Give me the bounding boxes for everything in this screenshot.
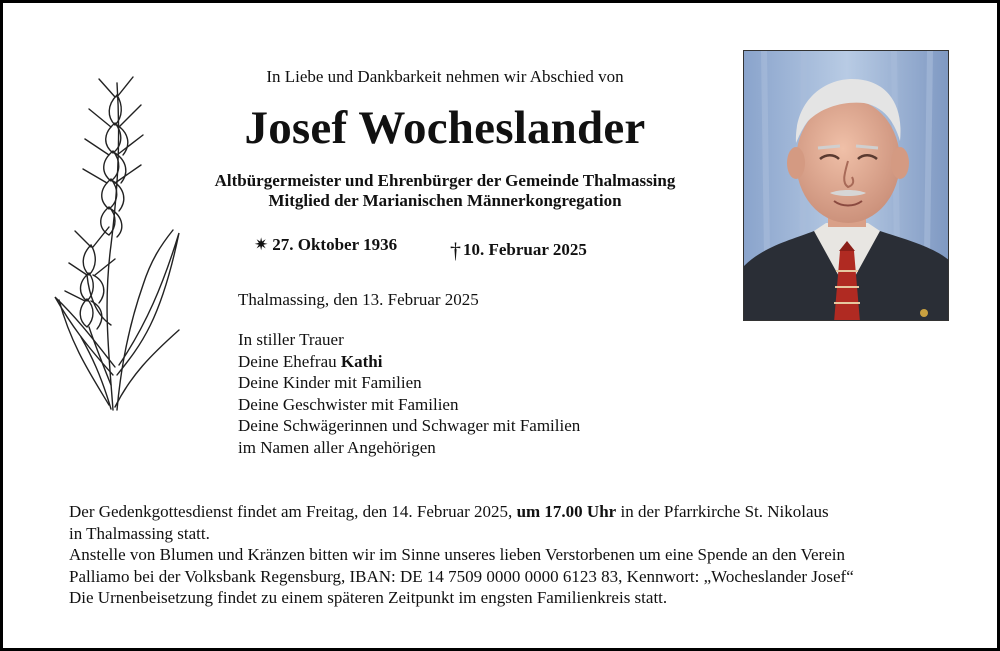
star-icon: ✷ <box>254 235 269 254</box>
mourner-prefix: Deine Ehefrau <box>238 351 337 371</box>
mourner-line <box>238 351 580 373</box>
mourner-line: Deine Geschwister mit Familien <box>238 394 459 414</box>
honorary-titles <box>153 171 737 211</box>
death-date <box>450 235 587 261</box>
service-line: in Thalmassing statt. <box>69 523 210 543</box>
cross-icon: † <box>450 238 461 263</box>
place-and-date: Thalmassing, den 13. Februar 2025 <box>238 290 479 309</box>
service-text: in der Pfarrkirche St. Nikolaus <box>620 502 829 521</box>
death-date-text: 10. Februar 2025 <box>463 240 587 259</box>
birth-date <box>254 235 397 255</box>
donation-line: Palliamo bei der Volksbank Regensburg, IBAN: DE 14 7509 0000 0000 6123 83, Kennwort: „Wocheslander Josef“ <box>69 566 854 586</box>
title-line: Mitglied der Marianischen Männerkongregation <box>268 191 622 210</box>
birth-date-text: 27. Oktober 1936 <box>272 235 398 254</box>
spouse-name: Kathi <box>340 351 383 371</box>
portrait-image <box>744 51 949 321</box>
mourner-line: Deine Schwägerinnen und Schwager mit Familien <box>238 416 581 435</box>
donation-line: Anstelle von Blumen und Kränzen bitten wir im Sinne unseres lieben Verstorbenen um eine Spende an den Verein <box>69 545 845 564</box>
intro-line: In Liebe und Dankbarkeit nehmen wir Abschied von <box>266 67 624 86</box>
burial-line: Die Urnenbeisetzung findet zu einem späteren Zeitpunkt im engsten Familienkreis statt. <box>69 588 668 607</box>
title-line: Altbürgermeister und Ehrenbürger der Gemeinde Thalmassing <box>214 171 676 190</box>
deceased-name: Josef Wocheslander <box>244 102 646 154</box>
service-text: Der Gedenkgottesdienst findet am Freitag, den 14. Februar 2025, <box>69 502 513 521</box>
service-time: um 17.00 Uhr <box>516 502 617 521</box>
portrait-photo <box>743 50 949 321</box>
mourners-list <box>238 329 580 458</box>
mourner-line: Deine Kinder mit Familien <box>238 373 422 392</box>
mourner-line: im Namen aller Angehörigen <box>238 437 436 457</box>
service-information <box>69 501 959 609</box>
service-line <box>69 501 959 523</box>
mourner-line: In stiller Trauer <box>238 330 344 349</box>
